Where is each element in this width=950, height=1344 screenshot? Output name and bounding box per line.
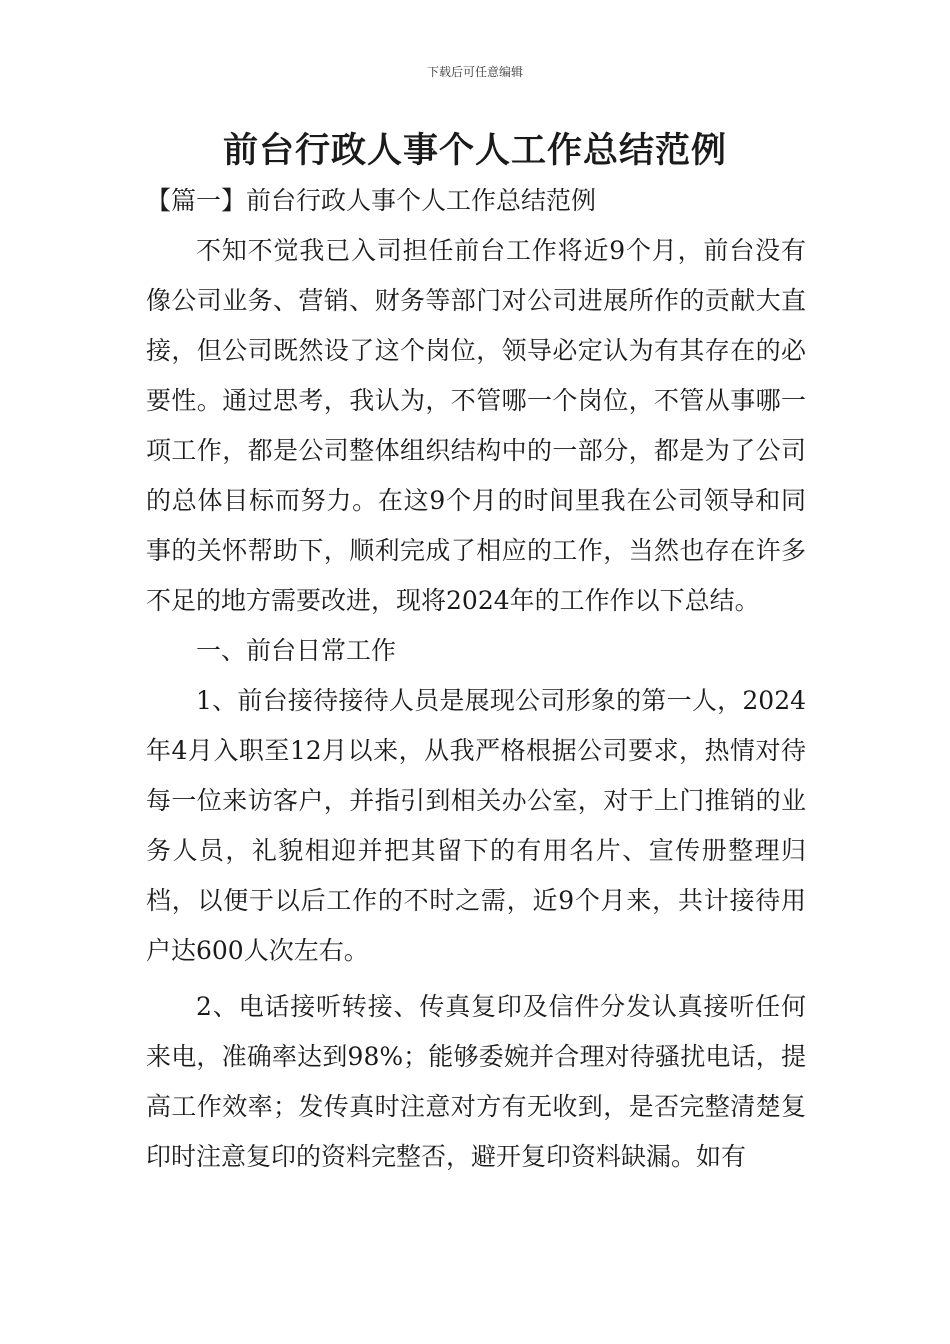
- document-body: [146, 176, 806, 1182]
- header-note: 下载后可任意编辑: [426, 65, 523, 79]
- paragraph-intro: 不知不觉我已入司担任前台工作将近9个月，前台没有像公司业务、营销、财务等部门对公司进展所作的贡献大直接，但公司既然设了这个岗位，领导必定认为有其存在的必要性。通过思考，我认为，不管哪一个岗位，不管从事哪一项工作，都是公司整体组织结构中的一部分，都是为了公司的总体目标而努力。在这9个月的时间里我在公司领导和同事的关怀帮助下，顺利完成了相应的工作，当然也存在许多不足的地方需要改进，现将2024年的工作作以下总结。: [146, 236, 806, 615]
- document-title: 前台行政人事个人工作总结范例: [222, 130, 727, 171]
- paragraph-item-2: 2、电话接听转接、传真复印及信件分发认真接听任何来电，准确率达到98%；能够委婉并合理对待骚扰电话，提高工作效率；发传真时注意对方有无收到，是否完整清楚复印时注意复印的资料完整否，避开复印资料缺漏。如有: [146, 992, 806, 1171]
- section-heading: 一、前台日常工作: [196, 636, 397, 665]
- paragraph-item-1: 1、前台接待接待人员是展现公司形象的第一人，2024年4月入职至12月以来，从我严格根据公司要求，热情对待每一位来访客户，并指引到相关办公室，对于上门推销的业务人员，礼貌相迎并把其留下的有用名片、宣传册整理归档，以便于以后工作的不时之需，近9个月来，共计接待用户达600人次左右。: [146, 686, 806, 965]
- section-subtitle: 【篇一】前台行政人事个人工作总结范例: [146, 186, 597, 215]
